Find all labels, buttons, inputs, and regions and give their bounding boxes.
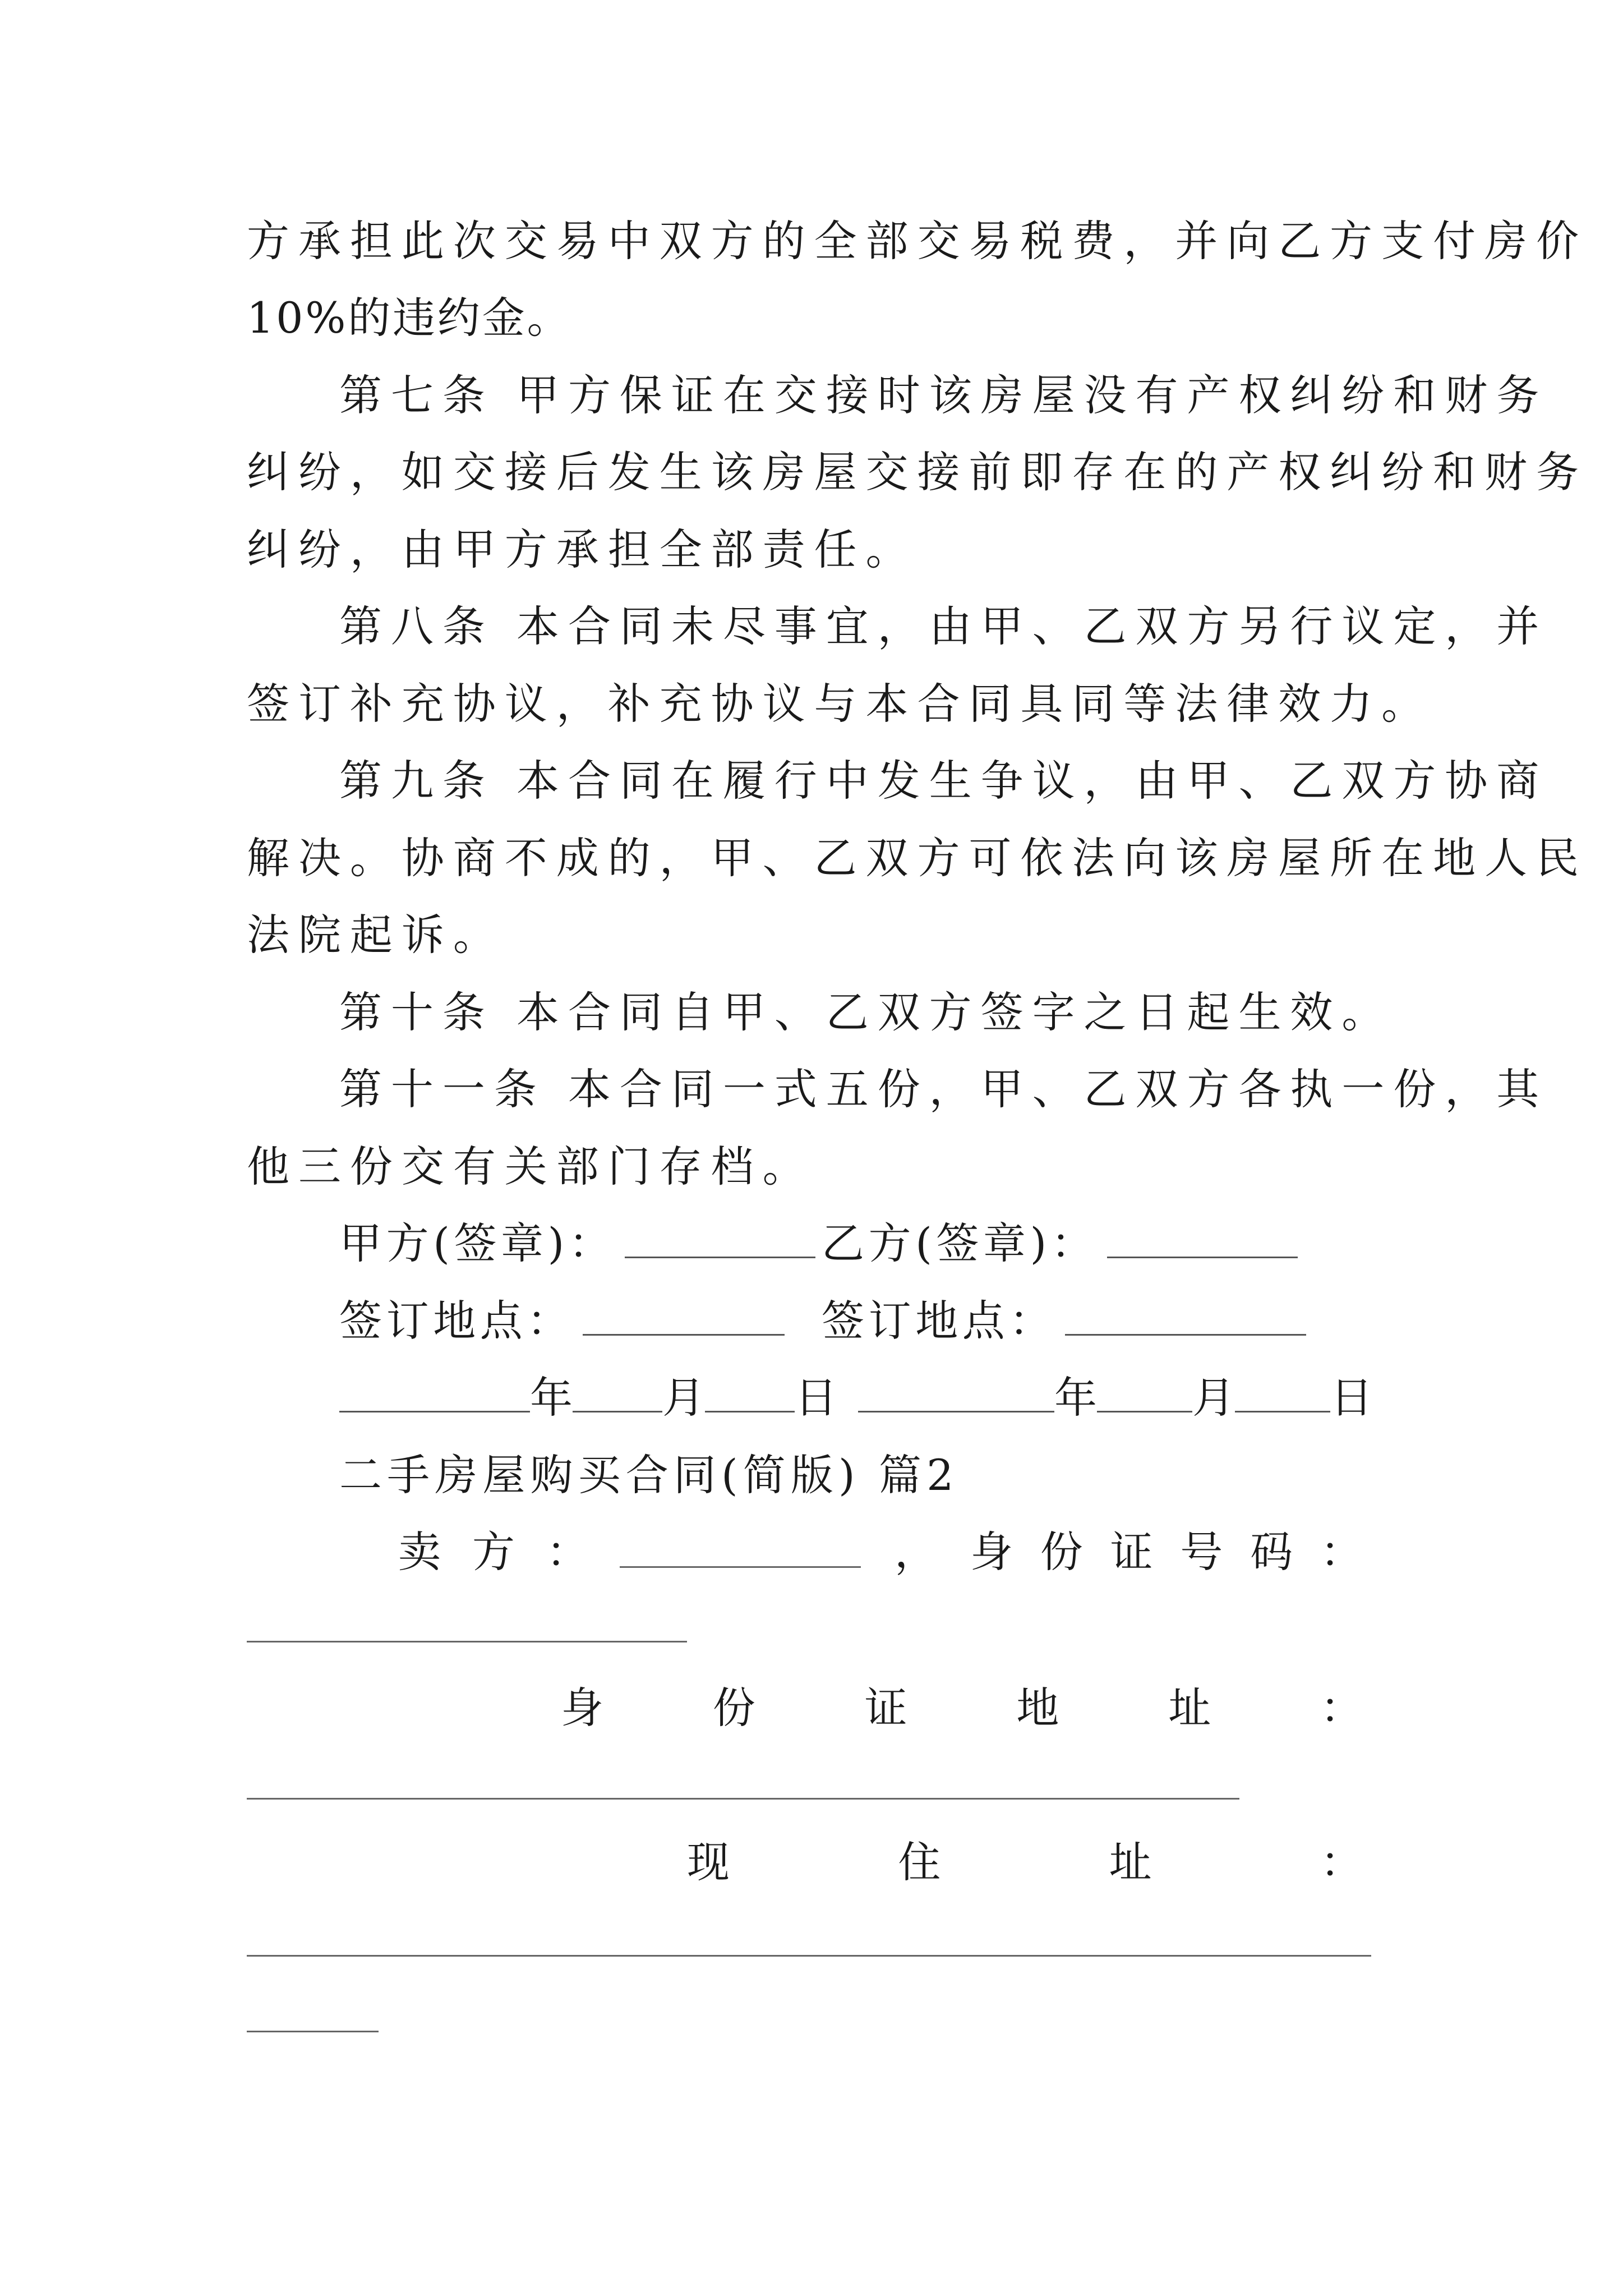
month-label: 月 xyxy=(1192,1373,1235,1423)
id-address-char: 址 xyxy=(1168,1683,1211,1733)
place-b-blank xyxy=(1065,1295,1306,1336)
current-address-blank-continued xyxy=(247,2031,379,2032)
year-label: 年 xyxy=(1054,1373,1097,1423)
signature-row-party-b xyxy=(822,1216,1298,1272)
party-b-blank xyxy=(1107,1217,1298,1258)
current-address-char: 现 xyxy=(687,1837,730,1887)
text-line xyxy=(247,213,1588,269)
year-blank xyxy=(339,1372,530,1412)
day-label: 日 xyxy=(795,1373,837,1423)
place-a-blank xyxy=(583,1295,785,1336)
place-b-label: 签订地点： xyxy=(822,1296,1056,1346)
clause-eight: 第八条 本合同未尽事宜，由甲、乙双方另行议定，并 xyxy=(339,601,1548,651)
seller-char: 方 xyxy=(472,1527,515,1577)
text-line: 法院起诉。 xyxy=(247,910,505,960)
id-number-char: 码 xyxy=(1250,1527,1293,1577)
seller-char: ： xyxy=(546,1527,589,1577)
id-address-label xyxy=(561,1680,1363,1736)
month-blank xyxy=(573,1372,662,1412)
text-line: 他三份交有关部门存档。 xyxy=(247,1142,814,1191)
year-blank xyxy=(858,1372,1054,1412)
id-number-blank xyxy=(247,1641,687,1642)
signature-row-place-a xyxy=(339,1293,785,1349)
text-line-content: 方承担此次交易中双方的全部交易税费，并向乙方支付房价 xyxy=(247,216,1588,266)
id-number-char: 身 xyxy=(970,1527,1013,1577)
day-label: 日 xyxy=(1330,1373,1373,1423)
month-label: 月 xyxy=(662,1373,705,1423)
seller-name-blank xyxy=(620,1566,861,1568)
id-number-label xyxy=(970,1524,1363,1580)
party-b-label: 乙方(签章)： xyxy=(822,1218,1098,1268)
current-address-char: 住 xyxy=(898,1837,941,1887)
party-a-blank xyxy=(625,1217,815,1258)
id-number-char: ： xyxy=(1320,1527,1363,1577)
date-row-a xyxy=(339,1370,837,1426)
text-line: 签订补充协议，补充协议与本合同具同等法律效力。 xyxy=(247,679,1433,729)
party-a-label: 甲方(签章)： xyxy=(339,1218,616,1268)
id-address-blank xyxy=(247,1798,1239,1800)
id-address-char: 份 xyxy=(712,1683,755,1733)
current-address-label xyxy=(687,1834,1363,1890)
id-number-char: 证 xyxy=(1110,1527,1153,1577)
seller-char: 卖 xyxy=(398,1527,441,1577)
signature-row-place-b xyxy=(822,1293,1306,1349)
clause-eleven: 第十一条 本合同一式五份，甲、乙双方各执一份，其 xyxy=(339,1064,1548,1114)
id-address-char: 身 xyxy=(561,1683,603,1733)
current-address-blank xyxy=(247,1955,1371,1957)
seller-label xyxy=(398,1524,589,1580)
text-line: 纠纷，由甲方承担全部责任。 xyxy=(247,524,917,574)
month-blank xyxy=(1097,1372,1192,1412)
day-blank xyxy=(1235,1372,1330,1412)
year-label: 年 xyxy=(530,1373,573,1423)
id-number-char: 号 xyxy=(1180,1527,1223,1577)
section-title: 二手房屋购买合同(简版) 篇2 xyxy=(339,1450,959,1500)
text-line: 纠纷，如交接后发生该房屋交接前即存在的产权纠纷和财务 xyxy=(247,447,1588,497)
current-address-char: ： xyxy=(1320,1837,1363,1887)
date-row-b xyxy=(858,1370,1373,1426)
clause-ten: 第十条 本合同自甲、乙双方签字之日起生效。 xyxy=(339,987,1394,1037)
comma: ， xyxy=(895,1527,942,1577)
signature-row-party xyxy=(339,1216,815,1272)
text-line: 解决。协商不成的，甲、乙双方可依法向该房屋所在地人民 xyxy=(247,833,1588,883)
id-address-char: 证 xyxy=(864,1683,907,1733)
id-number-char: 份 xyxy=(1040,1527,1083,1577)
id-address-char: ： xyxy=(1320,1683,1363,1733)
text-line: 10%的违约金。 xyxy=(247,293,572,343)
current-address-char: 址 xyxy=(1109,1837,1152,1887)
place-a-label: 签订地点： xyxy=(339,1296,574,1346)
clause-seven: 第七条 甲方保证在交接时该房屋没有产权纠纷和财务 xyxy=(339,370,1548,420)
id-address-char: 地 xyxy=(1016,1683,1059,1733)
clause-nine: 第九条 本合同在履行中发生争议，由甲、乙双方协商 xyxy=(339,756,1548,806)
day-blank xyxy=(705,1372,795,1412)
